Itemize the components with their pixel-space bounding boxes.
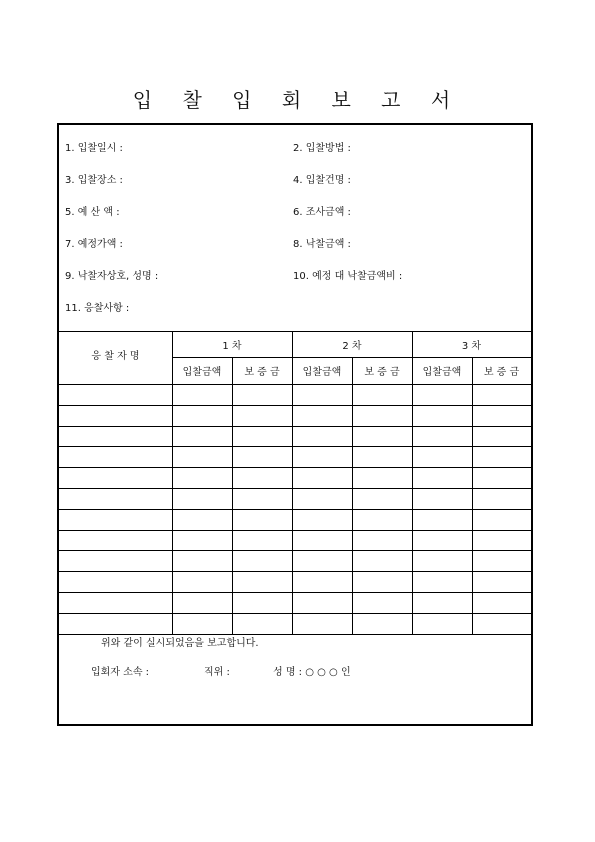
table-row-rule bbox=[59, 426, 531, 427]
table-top-rule bbox=[59, 331, 531, 332]
field-bid-method: 2. 입찰방법 : bbox=[293, 143, 351, 154]
field-budget: 5. 예 산 액 : bbox=[65, 207, 120, 218]
table-row-rule bbox=[59, 634, 531, 635]
table-row-rule bbox=[59, 550, 531, 551]
table-row-rule bbox=[59, 446, 531, 447]
table-row-rule bbox=[59, 488, 531, 489]
document-title: 입 찰 입 회 보 고 서 bbox=[132, 88, 463, 112]
round-1-header: 1 차 bbox=[222, 341, 242, 352]
sub-header-amount-2: 입찰금액 bbox=[302, 367, 342, 378]
round-3-header: 3 차 bbox=[461, 341, 482, 352]
witness-position-label: 직위 : bbox=[204, 667, 230, 678]
bidder-name-header: 응 찰 자 명 bbox=[91, 351, 140, 362]
table-row-rule bbox=[59, 613, 531, 614]
field-bid-place: 3. 입찰장소 : bbox=[65, 175, 123, 186]
field-bid-subject: 4. 입찰건명 : bbox=[293, 175, 351, 186]
header-bottom-rule bbox=[59, 384, 531, 385]
table-row-rule bbox=[59, 592, 531, 593]
report-frame bbox=[57, 123, 533, 726]
sub-header-deposit-2: 보 증 금 bbox=[364, 367, 400, 378]
column-divider bbox=[352, 357, 353, 634]
column-divider bbox=[172, 331, 173, 634]
column-divider bbox=[412, 331, 413, 634]
report-statement: 위와 같이 실시되었음을 보고합니다. bbox=[101, 638, 259, 649]
field-bid-details: 11. 응찰사항 : bbox=[65, 303, 130, 314]
field-bid-date: 1. 입찰일시 : bbox=[65, 143, 123, 154]
column-divider bbox=[472, 357, 473, 634]
table-row-rule bbox=[59, 467, 531, 468]
witness-name-label: 성 명 : ○ ○ ○ 인 bbox=[273, 667, 351, 678]
table-row-rule bbox=[59, 405, 531, 406]
sub-header-deposit-3: 보 증 금 bbox=[483, 367, 520, 378]
sub-header-amount-1: 입찰금액 bbox=[182, 367, 222, 378]
sub-header-amount-3: 입찰금액 bbox=[422, 367, 462, 378]
table-row-rule bbox=[59, 509, 531, 510]
field-winner-name: 9. 낙찰자상호, 성명 : bbox=[65, 271, 159, 282]
table-row-rule bbox=[59, 530, 531, 531]
column-divider bbox=[232, 357, 233, 634]
field-ratio: 10. 예정 대 낙찰금액비 : bbox=[293, 271, 403, 282]
field-survey-amount: 6. 조사금액 : bbox=[293, 207, 351, 218]
field-winning-amount: 8. 낙찰금액 : bbox=[293, 239, 351, 250]
field-estimated-price: 7. 예정가액 : bbox=[65, 239, 123, 250]
table-row-rule bbox=[59, 571, 531, 572]
witness-affiliation-label: 입회자 소속 : bbox=[91, 667, 150, 678]
column-divider bbox=[292, 331, 293, 634]
sub-header-deposit-1: 보 증 금 bbox=[244, 367, 280, 378]
round-2-header: 2 차 bbox=[342, 341, 362, 352]
